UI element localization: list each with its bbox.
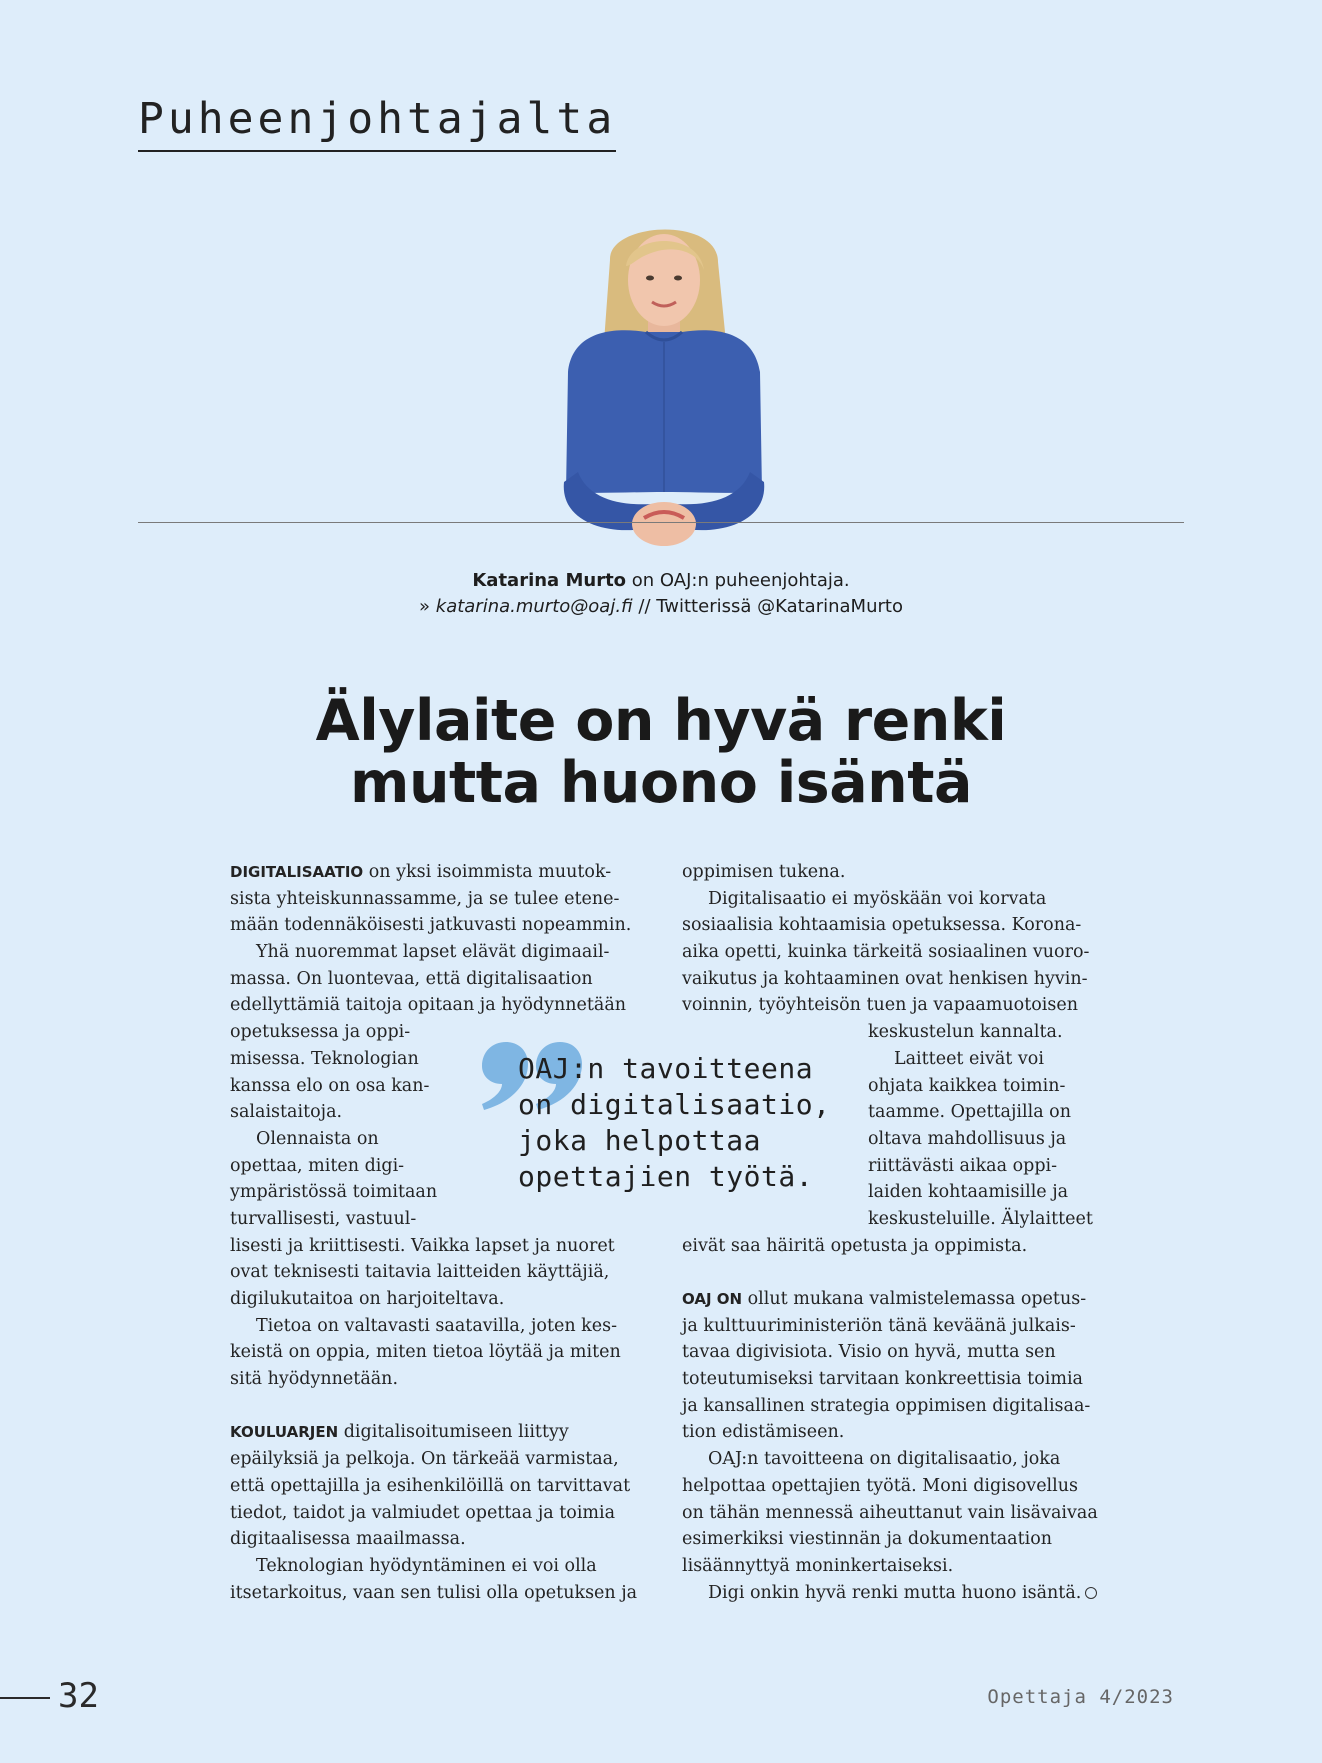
text-line: turvallisesti, vastuul- — [230, 1208, 417, 1229]
text-line: keistä on oppia, miten tietoa löytää ja miten — [230, 1342, 621, 1363]
text-line: voinnin, työyhteisön tuen ja vapaamuotoisen — [682, 995, 1078, 1016]
pull-quote-line: on digitalisaatio, — [518, 1088, 831, 1121]
blank-line — [682, 1259, 1098, 1286]
text-line: on tähän mennessä aiheuttanut vain lisävaivaa — [682, 1502, 1098, 1523]
left-column — [230, 859, 637, 1606]
author-role: on OAJ:n puheenjohtaja. — [626, 570, 850, 591]
text-line: itsetarkoitus, vaan sen tulisi olla opetuksen ja — [230, 1582, 638, 1603]
author-name: Katarina Murto — [472, 570, 627, 591]
lead-word: OAJ ON — [682, 1290, 743, 1308]
pull-quote-line: opettajien työtä. — [518, 1160, 814, 1193]
text-line: Olennaista on — [256, 1128, 379, 1149]
author-caption — [0, 568, 1322, 620]
page-number: 32 — [58, 1676, 99, 1716]
text-line: aika opetti, kuinka tärkeitä sosiaalinen vuoro- — [682, 942, 1090, 963]
divider-line — [138, 522, 1184, 523]
text-line: Teknologian hyödyntäminen ei voi olla — [256, 1555, 597, 1576]
headline-line-2: mutta huono isäntä — [350, 750, 972, 816]
text-line: ympäristössä toimitaan — [230, 1182, 438, 1203]
text-line: epäilyksiä ja pelkoja. On tärkeää varmistaa, — [230, 1449, 619, 1470]
pull-quote — [518, 1051, 830, 1195]
text-line: Laitteet eivät voi — [894, 1048, 1044, 1069]
text-line: tion edistämiseen. — [682, 1422, 845, 1443]
text-line: sista yhteiskunnassamme, ja se tulee etene- — [230, 888, 620, 909]
text-line: oltava mahdollisuus ja — [868, 1128, 1067, 1149]
text-line: Digi onkin hyvä renki mutta huono isäntä. — [682, 1580, 1098, 1607]
folio-rule — [0, 1697, 50, 1699]
text-line: DIGITALISAATIO on yksi isoimmista muutok- — [230, 862, 612, 882]
text-line: digitaalisessa maailmassa. — [230, 1529, 466, 1550]
issue-label: Opettaja 4/2023 — [987, 1686, 1174, 1708]
text-line: lisesti ja kriittisesti. Vaikka lapset ja nuoret — [230, 1235, 615, 1256]
lead-word: DIGITALISAATIO — [230, 863, 364, 881]
text-line: keskusteluille. Älylaitteet — [868, 1208, 1093, 1229]
text-line: Yhä nuoremmat lapset elävät digimaail- — [256, 942, 610, 963]
text-line: sitä hyödynnetään. — [230, 1369, 399, 1390]
text-line: vaikutus ja kohtaaminen ovat henkisen hyvin- — [682, 968, 1088, 989]
text-line: OAJ:n tavoitteena on digitalisaatio, joka — [708, 1449, 1061, 1470]
text-line: ohjata kaikkea toimin- — [868, 1075, 1066, 1096]
text-line: keskustelun kannalta. — [868, 1022, 1063, 1043]
headline-line-1: Älylaite on hyvä renki — [315, 688, 1007, 754]
text-line: esimerkiksi viestinnän ja dokumentaation — [682, 1529, 1053, 1550]
text-line: että opettajilla ja esihenkilöillä on tarvittavat — [230, 1475, 631, 1496]
text-line: KOULUARJEN digitalisoitumiseen liittyy — [230, 1422, 569, 1443]
text-line: OAJ ON ollut mukana valmistelemassa opetus- — [682, 1289, 1087, 1309]
text-line: laiden kohtaamisille ja — [868, 1182, 1069, 1203]
section-label: Puheenjohtajalta — [138, 92, 616, 152]
text-line: ovat teknisesti taitavia laitteiden käyttäjiä, — [230, 1262, 610, 1283]
text-line: ja kansallinen strategia oppimisen digitalisaa- — [682, 1395, 1091, 1416]
article-headline — [0, 690, 1322, 814]
text-line: edellyttämiä taitoja opitaan ja hyödynnetään — [230, 995, 627, 1016]
pull-quote-line: joka helpottaa — [518, 1124, 762, 1157]
text-line: eivät saa häiritä opetusta ja oppimista. — [682, 1235, 1028, 1256]
text-line: tiedot, taidot ja valmiudet opettaa ja toimia — [230, 1502, 616, 1523]
text-line: toteutumiseksi tarvitaan konkreettisia toimia — [682, 1369, 1083, 1390]
text-line: digilukutaitoa on harjoiteltava. — [230, 1289, 505, 1309]
right-column — [682, 859, 1098, 1606]
author-social: // Twitterissä @KatarinaMurto — [632, 596, 903, 617]
text-line: opetuksessa ja oppi- — [230, 1022, 411, 1043]
text-line: opettaa, miten digi- — [230, 1155, 405, 1176]
text-line: misessa. Teknologian — [230, 1048, 419, 1069]
text-line: riittävästi aikaa oppi- — [868, 1155, 1058, 1176]
text-line: kanssa elo on osa kan- — [230, 1075, 430, 1096]
text-line: sosiaalisia kohtaamisia opetuksessa. Korona- — [682, 915, 1082, 936]
text-line: lisäännyttyä moninkertaiseksi. — [682, 1555, 954, 1576]
text-line: Digitalisaatio ei myöskään voi korvata — [708, 888, 1047, 909]
author-email-link[interactable]: katarina.murto@oaj.fi — [435, 596, 633, 617]
caption-arrow: » — [419, 596, 436, 617]
text-line: helpottaa opettajien työtä. Moni digisovellus — [682, 1475, 1078, 1496]
portrait-photo — [548, 222, 780, 552]
text-line: oppimisen tukena. — [682, 862, 846, 882]
text-line: tavaa digivisiota. Visio on hyvä, mutta sen — [682, 1342, 1056, 1363]
text-line: ja kulttuuriministeriön tänä keväänä julkais- — [682, 1315, 1076, 1336]
text-line: massa. On luontevaa, että digitalisaation — [230, 968, 593, 989]
pull-quote-line: OAJ:n tavoitteena — [518, 1052, 814, 1085]
text-line: taamme. Opettajilla on — [868, 1102, 1071, 1123]
lead-word: KOULUARJEN — [230, 1423, 339, 1442]
end-mark-icon — [1085, 1587, 1097, 1599]
blank-line — [230, 1393, 637, 1420]
text-line: Tietoa on valtavasti saatavilla, joten kes- — [256, 1315, 618, 1336]
text-line: salaistaitoja. — [230, 1102, 343, 1123]
text-line: mään todennäköisesti jatkuvasti nopeammin. — [230, 915, 632, 936]
